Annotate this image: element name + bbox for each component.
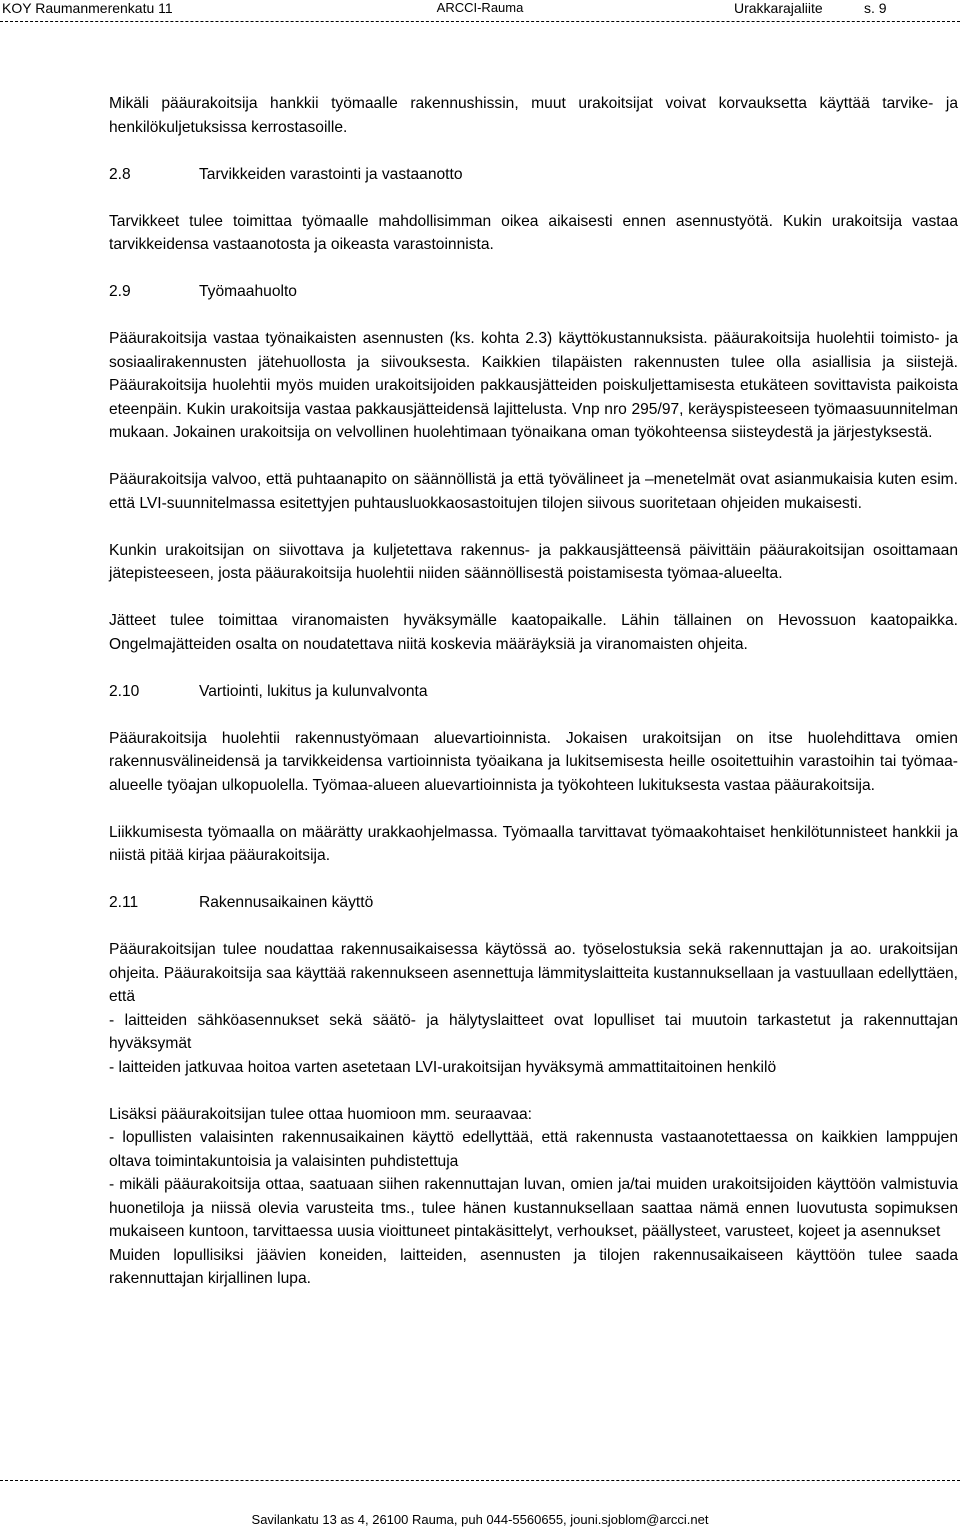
document-body [109, 92, 958, 1291]
section-title: Vartiointi, lukitus ja kulunvalvonta [199, 682, 428, 700]
paragraph-site-maintenance: Pääurakoitsija vastaa työnaikaisten asennusten (ks. kohta 2.3) käyttökustannuksista. pääurakoitsija huolehtii toimisto- ja sosiaalirakennusten jätehuollosta ja siivouksesta. Kaikkien tilapäisten rakennusten tulee olla asiallisia ja siistejä. Pääurakoitsija huolehtii myös muiden urakoitsijoiden pakkausjätteiden poiskuljettamisesta etukäteen sovittavista paikoista eteenpäin. Kukin urakoitsija vastaa pakkausjätteidensä lajittelusta. Vnp nro 295/97, keräyspisteeseen työmaasuunnitelman mukaan. Jokainen urakoitsija on velvollinen huolehtimaan työnaikana oman työkohteensa siisteydestä ja järjestyksestä. [109, 330, 958, 441]
header-divider [0, 21, 960, 22]
footer-contact: Savilankatu 13 as 4, 26100 Rauma, puh 044-5560655, jouni.sjoblom@arcci.net [251, 1512, 709, 1527]
list-item: - mikäli pääurakoitsija ottaa, saatuaan siihen rakennuttajan luvan, omien ja/tai muiden urakoitsijoiden käyttöön valmistuvia huonetiloja ja niissä olevia varusteita tms., tulee hänen kustannuksellaan saattaa nämä ennen luovutusta sopimuksen mukaiseen kuntoon, tarvittaessa uusia vioittuneet pintakäsittelyt, verhoukset, päällysteet, varusteet, kojeet ja asennukset [109, 1176, 958, 1240]
section-number: 2.8 [109, 165, 131, 183]
header-document-title: Urakkarajaliite [734, 0, 823, 16]
section-heading-2-9 [109, 280, 958, 304]
paragraph-materials: Tarvikkeet tulee toimittaa työmaalle mahdollisimman oikea aikaisesti ennen asennustyötä. Kukin urakoitsija vastaa tarvikkeidensa vastaanotosta ja oikeasta varastoinnista. [109, 212, 958, 253]
paragraph-elevator: Mikäli pääurakoitsija hankkii työmaalle rakennushissin, muut urakoitsijat voivat korvauksetta käyttää tarvike- ja henkilökuljetuksissa kerrostasoille. [109, 95, 958, 136]
paragraph-landfill: Jätteet tulee toimittaa viranomaisten hyväksymälle kaatopaikalle. Lähin tällainen on Hevossuon kaatopaikka. Ongelmajätteiden osalta on noudatettava niitä koskevia määräyksiä ja viranomaisten ohjeita. [109, 612, 958, 653]
footer-organization: ARCCI-Rauma [436, 0, 524, 15]
header-page-number: s. 9 [864, 0, 887, 16]
section-heading-2-8 [109, 163, 958, 187]
section-title: Työmaahuolto [199, 283, 297, 300]
paragraph-security: Pääurakoitsija huolehtii rakennustyömaan aluevartioinnista. Jokaisen urakoitsijan on itse huolehdittava omien rakennusvälineidensä ja tarvikkeidensa vartioinnista työaikana ja lukitsemisesta heille osoitettuihin varastoihin tai työmaa-alueelle työajan ulkopuolella. Työmaa-alueen aluevartioinnista ja työkohteen lukituksesta vastaa pääurakoitsija. [109, 729, 958, 794]
header-project: KOY Raumanmerenkatu 11 [2, 0, 173, 16]
section-number: 2.11 [109, 894, 139, 911]
paragraph-additional: Lisäksi pääurakoitsijan tulee ottaa huomioon mm. seuraavaa: [109, 1105, 533, 1123]
footer-divider [0, 1480, 960, 1481]
section-number: 2.10 [109, 682, 140, 700]
section-title: Tarvikkeiden varastointi ja vastaanotto [199, 165, 463, 183]
paragraph-construction-use: Pääurakoitsijan tulee noudattaa rakennusaikaisessa käytössä ao. työselostuksia sekä rakennuttajan ja ao. urakoitsijan ohjeita. Pääurakoitsija saa käyttää rakennukseen asennettuja lämmityslaitteita kustannuksellaan ja vastuullaan edellyttäen, että [109, 941, 958, 1005]
paragraph-access: Liikkumisesta työmaalla on määrätty urakkaohjelmassa. Työmaalla tarvittavat työmaakohtaiset henkilötunnisteet hankkii ja niistä pitää kirjaa pääurakoitsija. [109, 823, 958, 864]
section-number: 2.9 [109, 283, 131, 300]
list-item: - laitteiden jatkuvaa hoitoa varten asetetaan LVI-urakoitsijan hyväksymä ammattitaitoinen henkilö [109, 1058, 777, 1076]
section-title: Rakennusaikainen käyttö [199, 894, 374, 911]
section-heading-2-10 [109, 680, 958, 704]
paragraph-cleanliness: Pääurakoitsija valvoo, että puhtaanapito on säännöllistä ja että työvälineet ja –menetelmät ovat asianmukaisia kuten esim. että LVI-suunnitelmassa esitettyjen puhtausluokkaosastoitujen tilojen siivous suoritetaan ohjeiden mukaisesti. [109, 471, 958, 512]
paragraph-permission: Muiden lopullisiksi jäävien koneiden, laitteiden, asennusten ja tilojen rakennusaikaiseen käyttöön tulee saada rakennuttajan kirjallinen lupa. [109, 1246, 958, 1287]
section-heading-2-11 [109, 891, 958, 915]
paragraph-waste-transport: Kunkin urakoitsijan on siivottava ja kuljetettava rakennus- ja pakkausjätteensä päivittäin pääurakoitsijan osoittamaan jätepisteeseen, josta pääurakoitsija huolehtii niiden säännöllisestä poistamisesta työmaa-alueelta. [109, 541, 958, 582]
list-item: - lopullisten valaisinten rakennusaikainen käyttö edellyttää, että rakennusta vastaanotettaessa on kaikkien lamppujen oltava toimintakuntoisia ja valaisinten puhdistettuja [109, 1129, 958, 1170]
list-item: - laitteiden sähköasennukset sekä säätö- ja hälytyslaitteet ovat lopulliset tai muutoin tarkastetut ja rakennuttajan hyväksymät [109, 1011, 958, 1052]
